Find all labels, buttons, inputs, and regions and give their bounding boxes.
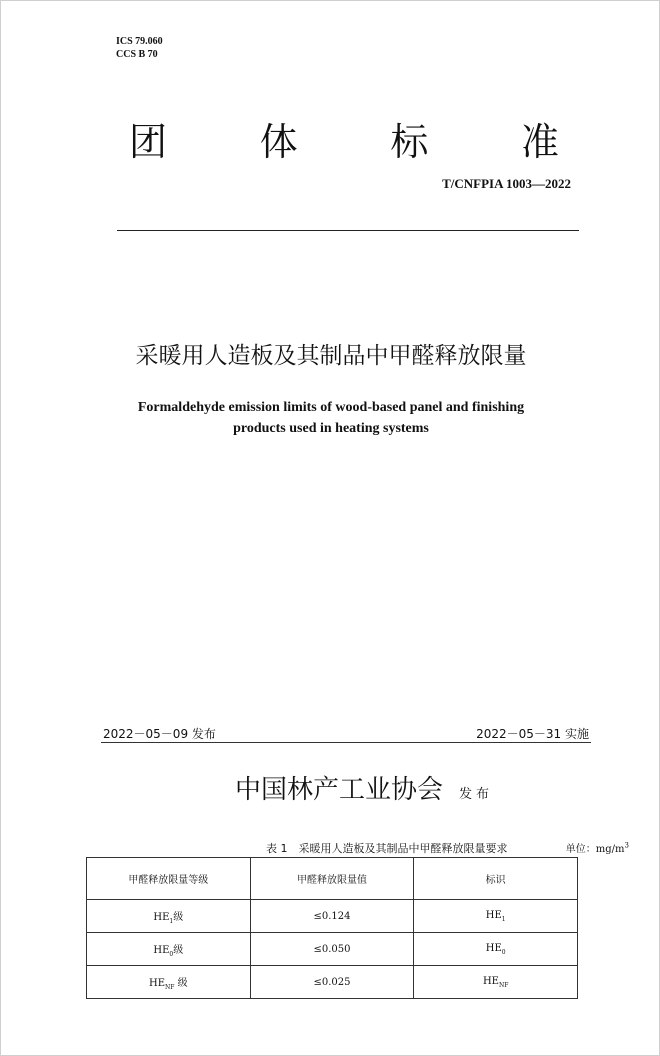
issue-label: 发布 — [459, 787, 494, 802]
header-mark: 标识 — [414, 858, 578, 900]
ccs-code: CCS B 70 — [116, 49, 158, 60]
doc-type-char: 体 — [259, 120, 298, 164]
header-grade: 甲醛释放限量等级 — [87, 858, 251, 900]
title-chinese: 采暖用人造板及其制品中甲醛释放限量 — [135, 343, 527, 369]
doc-type-char: 团 — [129, 120, 168, 164]
header-divider — [117, 230, 579, 231]
table-caption: 表 1 采暖用人造板及其制品中甲醛释放限量要求 — [266, 842, 508, 855]
limit-value-cell: ≤0.025 — [250, 966, 414, 999]
mark-cell: $HE_0$ — [414, 933, 578, 966]
table-row — [87, 966, 578, 999]
title-english-line: Formaldehyde emission limits of wood-based panel and finishing — [137, 400, 525, 415]
publish-date: 2022－05－09 发布 — [103, 727, 216, 741]
dates-divider — [101, 742, 591, 743]
issuing-organization — [235, 769, 493, 806]
standard-number: T/CNFPIA 1003—2022 — [442, 176, 571, 191]
mark-cell: $HE_1$ — [414, 900, 578, 933]
table-header-row — [87, 858, 578, 900]
table-row — [87, 933, 578, 966]
table-row — [87, 900, 578, 933]
grade-cell: $HE_0$级 — [87, 933, 251, 966]
title-english — [1, 397, 660, 439]
doc-type-char: 准 — [520, 120, 559, 164]
organization-name: 中国林产工业协会 — [235, 775, 444, 805]
mark-cell: $HE_{NF}$ — [414, 966, 578, 999]
classification-codes — [116, 35, 163, 61]
title-english-line: products used in heating systems — [233, 421, 429, 436]
limit-value-cell: ≤0.124 — [250, 900, 414, 933]
grade-cell: $HE_{NF}$ 级 — [87, 966, 251, 999]
header-limit-value: 甲醛释放限量值 — [250, 858, 414, 900]
implement-date: 2022－05－31 实施 — [476, 727, 589, 741]
grade-cell: $HE_1$级 — [87, 900, 251, 933]
limit-value-cell: ≤0.050 — [250, 933, 414, 966]
emission-limits-table — [86, 857, 578, 999]
ics-code: ICS 79.060 — [116, 36, 163, 47]
document-type-heading — [129, 111, 559, 166]
table-unit: 单位：$mg/m^3$ — [565, 841, 629, 855]
doc-type-char: 标 — [390, 120, 429, 164]
